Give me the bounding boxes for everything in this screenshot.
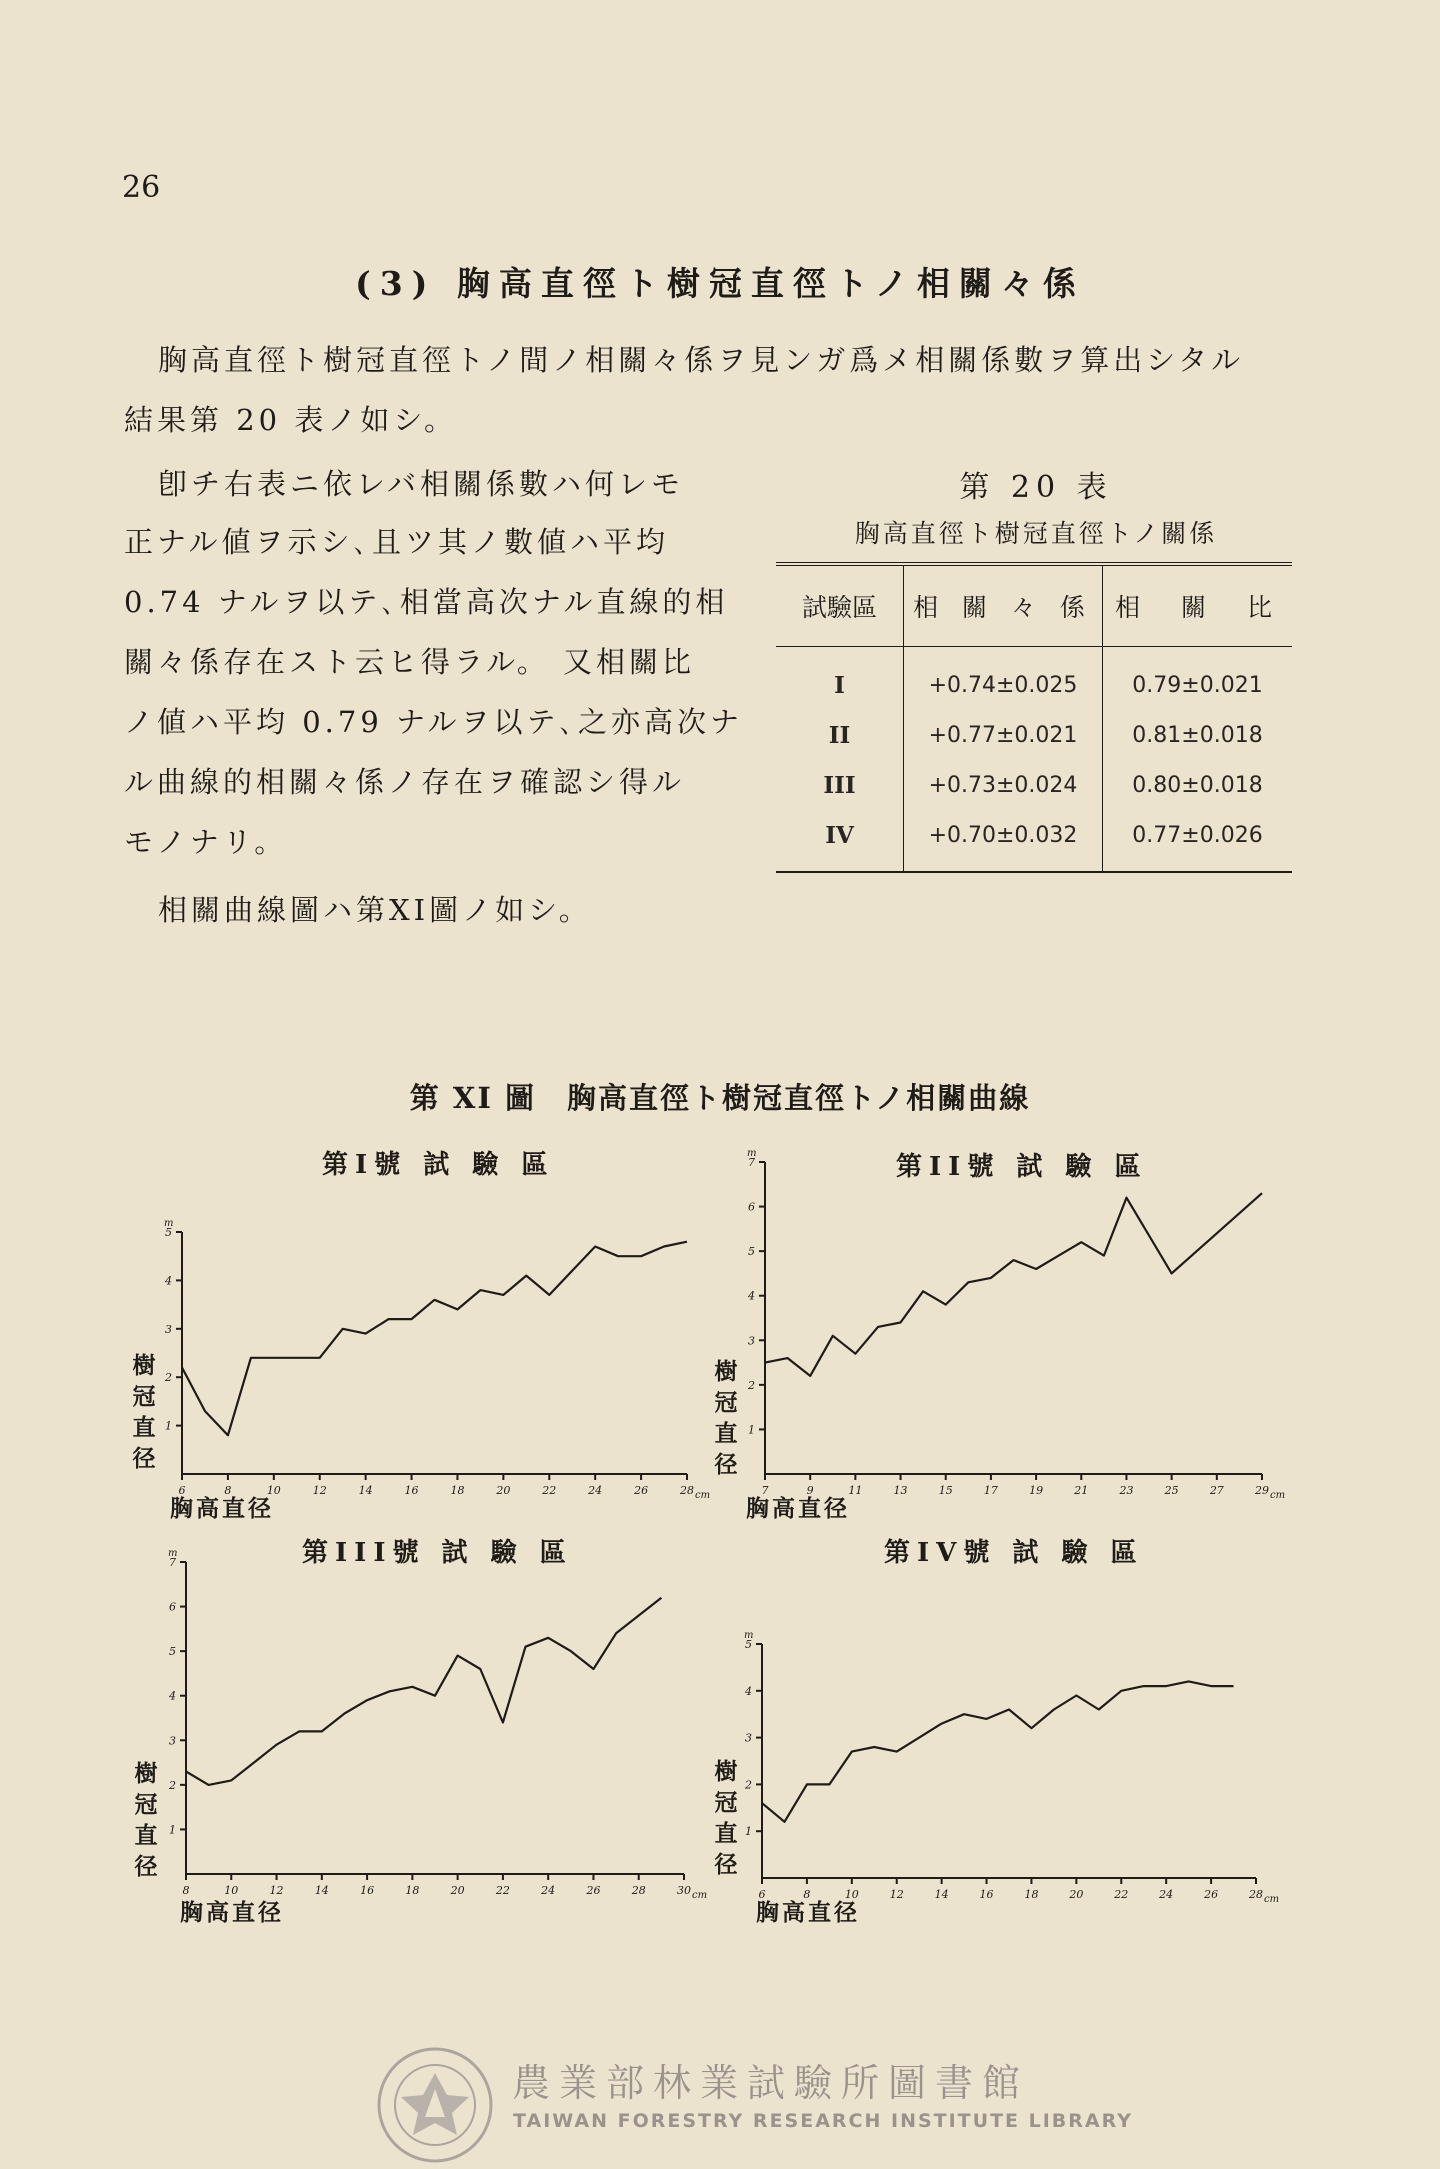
table-subtitle: 胸高直徑ト樹冠直徑トノ關係 [854,519,1218,548]
y-tick-label: 7 [748,1156,755,1169]
x-tick-label: 10 [844,1888,859,1901]
x-tick-label: 18 [450,1484,465,1497]
y-tick-label: 3 [745,1731,752,1745]
y-tick-label: 4 [165,1274,172,1288]
x-unit-label: cm [692,1890,708,1901]
y-tick-label: 1 [745,1825,752,1839]
correlation-cell: +0.74±0.025 [904,647,1103,711]
x-tick-label: 24 [1159,1888,1174,1901]
y-tick-label: 1 [169,1823,176,1837]
x-tick-label: 12 [312,1484,327,1497]
y-tick-label: 2 [165,1371,172,1385]
x-tick-label: 26 [1204,1888,1219,1901]
x-tick-label: 27 [1209,1484,1224,1497]
y-tick-label: 1 [748,1423,755,1437]
ratio-cell: 0.81±0.018 [1103,710,1293,760]
x-tick-label: 12 [269,1884,284,1897]
x-tick-label: 24 [588,1484,603,1497]
y-tick-label: 2 [748,1378,755,1392]
y-unit-label: m [168,1548,178,1559]
x-tick-label: 14 [358,1484,373,1497]
intro-line-1: 胸高直徑ト樹冠直徑トノ間ノ相關々係ヲ見ンガ爲メ相關係數ヲ算出シタル [158,343,1245,377]
x-tick-label: 9 [806,1484,814,1497]
intro-line-2: 結果第 20 表ノ如シ。 [124,403,458,437]
ratio-cell: 0.79±0.021 [1103,647,1293,711]
page-number: 26 [122,170,161,205]
body-line-7: モノナリ。 [124,825,288,859]
section-title: (3) 胸高直徑ト樹冠直徑トノ相關々係 [355,264,1085,303]
region-cell: II [828,721,851,749]
panel-2-ylabel: 樹冠直径 [714,1358,738,1478]
x-tick-label: 20 [1069,1888,1084,1901]
y-tick-label: 5 [165,1226,172,1239]
closing-line: 相關曲線圖ハ第XI圖ノ如シ。 [158,893,592,927]
body-line-5: ノ値ハ平均 0.79 ナルヲ以テ､之亦高次ナ [124,705,744,739]
x-tick-label: 18 [405,1884,420,1897]
body-line-4: 關々係存在スト云ヒ得ラル。 又相關比 [124,645,696,679]
body-line-6: ル曲線的相關々係ノ存在ヲ確認シ得ル [124,765,686,799]
y-tick-label: 7 [169,1556,176,1569]
y-tick-label: 3 [748,1334,755,1348]
series-line [762,1681,1234,1821]
panel-2-title: 第II號 試 驗 區 [896,1152,1148,1182]
footer-title: 農業部林業試驗所圖書館 [512,2061,1030,2105]
figure-title: 第 XI 圖 胸高直徑ト樹冠直徑トノ相關曲線 [409,1081,1031,1115]
y-tick-label: 5 [169,1645,176,1659]
x-tick-label: 10 [224,1884,239,1897]
x-tick-label: 20 [496,1484,511,1497]
panel-1-ylabel: 樹冠直径 [132,1352,156,1472]
panel-4-title: 第IV號 試 驗 區 [884,1538,1144,1568]
panel-3-xlabel: 胸高直径 [180,1899,284,1926]
region-cell: III [823,771,856,799]
x-tick-label: 24 [541,1884,556,1897]
x-tick-label: 19 [1029,1484,1044,1497]
x-tick-label: 22 [495,1884,510,1897]
x-tick-label: 20 [450,1884,465,1897]
x-tick-label: 26 [634,1484,649,1497]
region-cell: IV [825,821,854,849]
chart-axes [762,1644,1256,1878]
panel-1-xlabel: 胸高直径 [170,1495,274,1522]
body-line-1: 卽チ右表ニ依レバ相關係數ハ何レモ [158,467,684,501]
x-tick-label: 17 [983,1484,998,1497]
x-tick-label: 13 [893,1484,908,1497]
correlation-cell: +0.73±0.024 [904,760,1103,810]
footer-subtitle: TAIWAN FORESTRY RESEARCH INSTITUTE LIBRARY [513,2110,1133,2132]
y-tick-label: 3 [165,1322,172,1336]
x-tick-label: 22 [542,1484,557,1497]
x-tick-label: 6 [758,1888,766,1901]
x-tick-label: 23 [1119,1484,1134,1497]
panel-3-title: 第III號 試 驗 區 [302,1538,573,1568]
x-tick-label: 11 [848,1484,863,1497]
x-tick-label: 16 [979,1888,994,1901]
x-unit-label: cm [695,1490,711,1501]
body-line-2: 正ナル値ヲ示シ､且ツ其ノ數値ハ平均 [124,525,670,559]
x-tick-label: 28 [1249,1888,1263,1901]
y-tick-label: 6 [169,1600,176,1614]
y-tick-label: 4 [745,1684,752,1698]
library-seal-icon [375,2045,495,2165]
x-tick-label: 21 [1074,1484,1089,1497]
x-tick-label: 15 [938,1484,953,1497]
table-header: 相 關 比 [1103,564,1293,647]
x-tick-label: 14 [934,1888,949,1901]
x-tick-label: 16 [360,1884,375,1897]
y-unit-label: m [744,1630,754,1641]
panel-4-xlabel: 胸高直径 [756,1899,860,1926]
x-unit-label: cm [1264,1894,1280,1905]
correlation-cell: +0.70±0.032 [904,810,1103,872]
x-tick-label: 7 [761,1484,769,1497]
table-header: 試驗區 [776,564,904,647]
y-tick-label: 4 [169,1689,176,1703]
y-tick-label: 2 [745,1778,752,1792]
y-tick-label: 5 [748,1245,755,1259]
x-tick-label: 18 [1024,1888,1039,1901]
table-caption: 第 20 表 [959,470,1113,505]
x-tick-label: 29 [1255,1484,1269,1497]
x-tick-label: 26 [586,1884,601,1897]
x-tick-label: 28 [680,1484,694,1497]
x-tick-label: 25 [1164,1484,1179,1497]
y-tick-label: 2 [169,1778,176,1792]
x-tick-label: 8 [182,1884,190,1897]
body-line-3: 0.74 ナルヲ以テ､相當高次ナル直線的相 [124,585,729,619]
x-tick-label: 10 [266,1484,281,1497]
table-header: 相 關 々 係 [904,564,1103,647]
x-tick-label: 28 [631,1884,646,1897]
x-tick-label: 30 [677,1884,691,1897]
panel-2-xlabel: 胸高直径 [746,1495,850,1522]
region-cell: I [834,671,845,699]
x-unit-label: cm [1270,1490,1286,1501]
y-tick-label: 1 [165,1419,172,1433]
y-unit-label: m [164,1218,174,1229]
panel-1-title: 第I號 試 驗 區 [322,1150,555,1180]
y-tick-label: 4 [748,1289,755,1303]
ratio-cell: 0.77±0.026 [1103,810,1293,872]
x-tick-label: 12 [889,1888,904,1901]
x-tick-label: 8 [224,1484,232,1497]
correlation-cell: +0.77±0.021 [904,710,1103,760]
ratio-cell: 0.80±0.018 [1103,760,1293,810]
y-tick-label: 6 [748,1200,755,1214]
y-unit-label: m [747,1148,757,1159]
y-tick-label: 3 [169,1734,176,1748]
x-tick-label: 22 [1114,1888,1129,1901]
x-tick-label: 14 [314,1884,329,1897]
panel-3-ylabel: 樹冠直径 [134,1760,158,1880]
x-tick-label: 8 [803,1888,811,1901]
y-tick-label: 5 [745,1638,752,1651]
x-tick-label: 16 [404,1484,419,1497]
panel-4-ylabel: 樹冠直径 [714,1758,738,1878]
x-tick-label: 6 [178,1484,186,1497]
